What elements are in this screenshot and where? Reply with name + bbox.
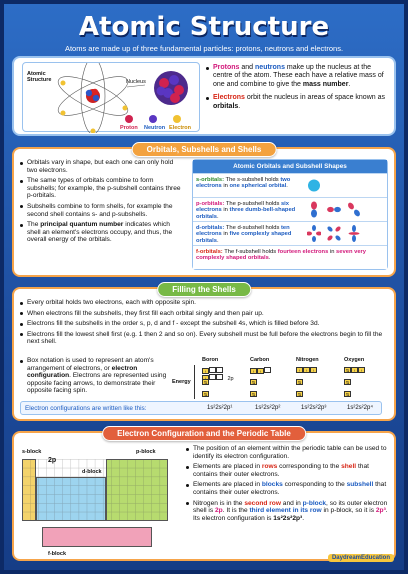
- orbital-table-title: Atomic Orbitals and Subshell Shapes: [193, 160, 387, 173]
- footer: [328, 554, 394, 562]
- config-carbon: 1s²2s²2p²: [255, 405, 281, 411]
- filling-bullets: [20, 299, 392, 349]
- atom-diagram: [22, 62, 200, 132]
- filling-bullet: Electrons fill the lowest shell first (e.g. 1 then 2 and so on). Every subshell must be full before the electrons begin to fill the next shell.: [20, 331, 392, 346]
- periodic-bullet: Nitrogen is in the second row and in p-block, so its outer electron shell is 2p. It is the third element in its row in p-block, so it is 2p³. Its electron configuration is 1s²2s²2p³.: [186, 500, 392, 523]
- element-nitrogen: Nitrogen: [296, 357, 319, 363]
- orbital-row-d: d-orbitals: The d-subshell holds ten electrons in five complexly shaped orbitals.: [193, 221, 387, 245]
- f-block-label: f-block: [48, 551, 67, 557]
- orbitals-panel: [12, 147, 396, 277]
- legend-neutron: Neutron: [144, 125, 166, 131]
- atomic-structure-label: Atomic Structure: [27, 71, 52, 83]
- config-nitrogen: 1s²2s²2p³: [301, 405, 327, 411]
- nucleus-label: Nucleus: [126, 79, 146, 85]
- periodic-table: [20, 449, 182, 574]
- box-notation-bullet: Box notation is used to represent an atom's arrangement of electrons, or electron configuration. Electrons are represented using opposite facing arrows, to demonstrate their opposite facing spin.: [20, 357, 170, 398]
- orbitals-bullet: Subshells combine to form shells, for example the second shell contains s- and p-subshells.: [20, 203, 182, 218]
- atom-bullet-1: Protons and neutrons make up the nucleus at the centre of the atom. These each have a relative mass of one and combine to give the mass number.: [206, 64, 392, 89]
- filling-header: Filling the Shells: [157, 282, 251, 297]
- atom-panel: [12, 56, 396, 136]
- filling-bullet: Electrons fill the subshells in the order s, p, d and f - except the subshell 4s, which is filled before 3d.: [20, 320, 392, 328]
- filling-bullet: Every orbital holds two electrons, each with opposite spin.: [20, 299, 392, 307]
- legend-proton: Proton: [120, 125, 138, 131]
- p-orbital-dumbbell-icon: [347, 201, 361, 218]
- periodic-bullet: Elements are placed in blocks corresponding to the subshell that contains their outer electrons.: [186, 481, 392, 496]
- box-notation-diagram: Energy Boron Carbon Nitrogen Oxygen 2p ↑ ↑ ↑ ↑ ↑ ↑ ⇅ ↑ ↑ ⇅ ⇅ ⇅ ⇅ ⇅ ⇅ ⇅ ⇅: [172, 357, 365, 397]
- periodic-bullet: Elements are placed in rows corresponding to the shell that contains their outer electrons.: [186, 463, 392, 478]
- p-orbital-dumbbell-icon: [327, 201, 341, 218]
- element-carbon: Carbon: [250, 357, 270, 363]
- filling-bullet: When electrons fill the subshells, they first fill each orbital singly and then pair up.: [20, 310, 392, 318]
- s-block-label: s-block: [22, 449, 42, 455]
- atom-diagram-graphic: [23, 63, 201, 133]
- d-orbital-clover-icon: [307, 225, 321, 242]
- element-boron: Boron: [202, 357, 219, 363]
- orbital-row-f: f-orbitals: The f-subshell holds fourteen electrons in seven very complexly shaped orbitals.: [193, 245, 387, 269]
- energy-arrow-icon: [194, 365, 195, 399]
- energy-label: Energy: [172, 379, 191, 385]
- periodic-panel: [12, 431, 396, 561]
- periodic-bullet: The position of an element within the periodic table can be used to identify its electron configuration.: [186, 445, 392, 460]
- orbital-shapes-table: [192, 159, 388, 270]
- p-orbital-dumbbell-icon: [307, 201, 321, 218]
- config-boron: 1s²2s²2p¹: [207, 405, 233, 411]
- f-block-cells: [42, 527, 152, 547]
- d-block-label: d-block: [82, 469, 102, 475]
- page-subtitle: Atoms are made up of three fundamental particles: protons, neutrons and electrons.: [64, 44, 344, 53]
- 2p-label: 2p: [48, 457, 57, 464]
- orbital-row-p: p-orbitals: The p-subshell holds six electrons in three dumb-bell-shaped orbitals.: [193, 197, 387, 221]
- orbitals-bullet: Orbitals vary in shape, but each one can only hold two electrons.: [20, 159, 182, 174]
- page-title: Atomic Structure: [78, 12, 330, 42]
- filling-panel: [12, 287, 396, 421]
- legend-electron: Electron: [169, 125, 192, 131]
- publisher-logo: DaydreamEducation: [328, 554, 394, 562]
- d-orbital-clover-icon: [347, 225, 361, 242]
- orbitals-bullet: The principal quantum number indicates which shell an element's electrons occupy, and thus, the overall energy of the orbitals.: [20, 221, 182, 244]
- config-oxygen: 1s²2s²2p⁴: [347, 405, 373, 411]
- atom-bullet-2: Electrons orbit the nucleus in areas of space known as orbitals.: [206, 94, 392, 111]
- element-oxygen: Oxygen: [344, 357, 365, 363]
- config-label: Electron configurations are written like this:: [25, 405, 147, 412]
- orbital-row-s: s-orbitals: The s-subshell holds two electrons in one spherical orbital.: [193, 173, 387, 197]
- d-orbital-clover-icon: [327, 225, 341, 242]
- atom-bullets: [206, 64, 392, 114]
- s-orbital-sphere-icon: [307, 177, 321, 194]
- periodic-bullets: [186, 445, 392, 525]
- orbitals-bullets: [20, 159, 182, 247]
- table-gridlines: [22, 459, 168, 521]
- p-block-label: p-block: [136, 449, 156, 455]
- config-bar: [20, 401, 382, 415]
- orbitals-header: Orbitals, Subshells and Shells: [132, 142, 277, 157]
- periodic-header: Electron Configuration and the Periodic Table: [102, 426, 306, 441]
- orbitals-bullet: The same types of orbitals combine to form subshells; for example, the p-subshell contains three p-orbitals.: [20, 177, 182, 200]
